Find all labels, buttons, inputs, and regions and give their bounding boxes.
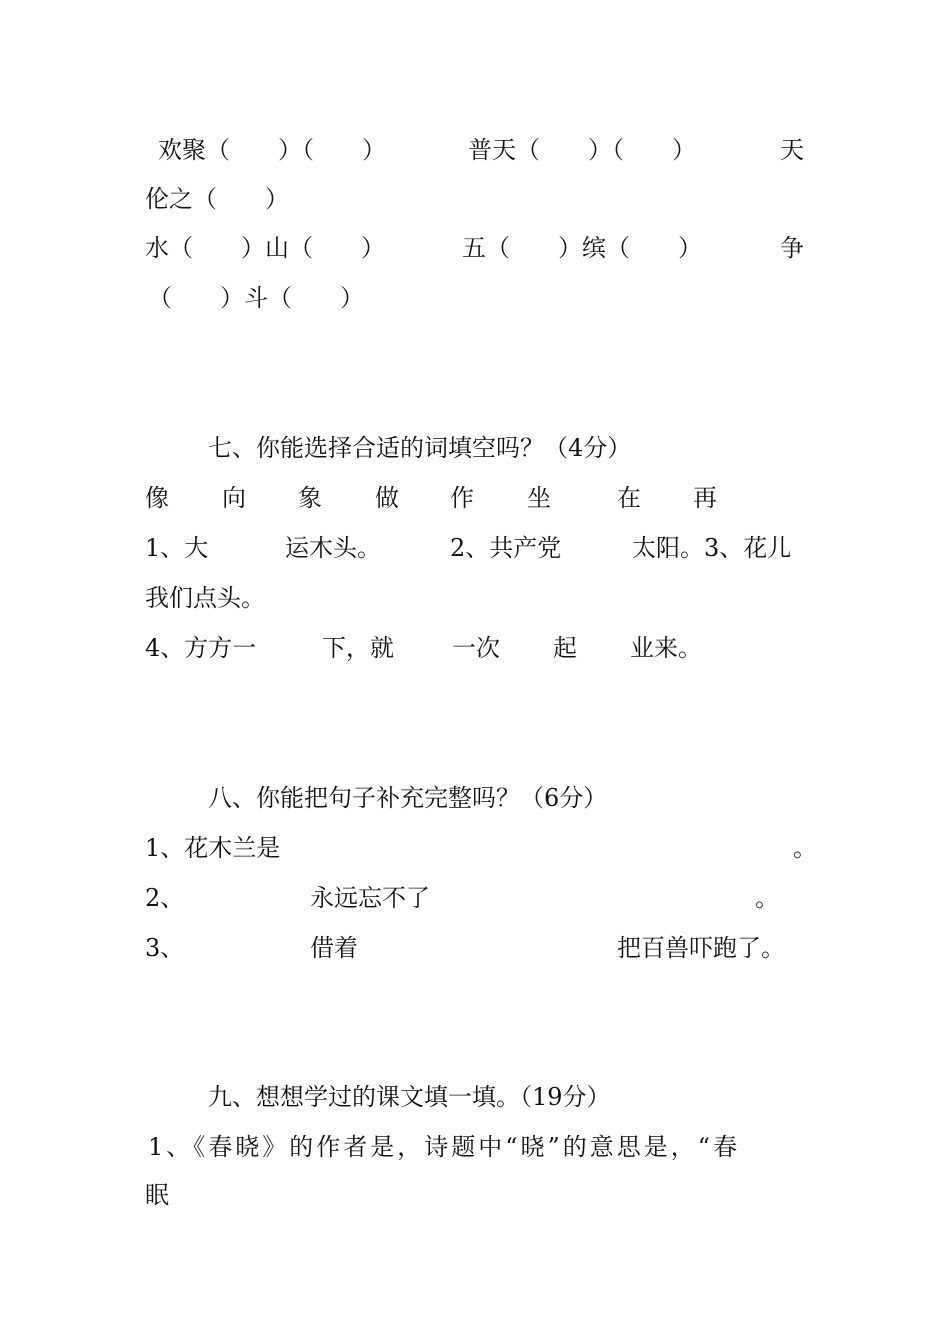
word-choice-2: 向: [222, 484, 246, 512]
poem-question-line-1: 1、《春晓》的作者是，诗题中“晓”的意思是，“春: [148, 1133, 741, 1161]
sentence-3-middle: 借着: [310, 934, 358, 962]
sentence-2-start: 2、: [145, 884, 185, 912]
section-8-title: 八、你能把句子补充完整吗？（6分）: [208, 784, 608, 812]
section-9-title: 九、想想学过的课文填一填。（19分）: [208, 1083, 611, 1111]
q2-q3-part: 太阳。3、花儿: [632, 534, 792, 562]
word-choice-8: 再: [693, 484, 717, 512]
idiom-line-4: （ ）斗（ ）: [148, 284, 364, 312]
q3-part-end: 我们点头。: [145, 584, 265, 612]
q4-part-d: 起: [553, 634, 577, 662]
sentence-3-end: 把百兽吓跑了。: [617, 934, 785, 962]
word-choice-1: 像: [145, 484, 169, 512]
sentence-3-start: 3、: [145, 934, 185, 962]
word-choice-4: 做: [375, 484, 399, 512]
sentence-2-middle: 永远忘不了: [310, 884, 430, 912]
idiom-line-3a: 水（ ）山（ ）: [145, 234, 385, 262]
idiom-line-3b: 五（ ）缤（ ）: [462, 234, 702, 262]
sentence-1-start: 1、花木兰是: [145, 834, 281, 862]
sentence-2-end: 。: [755, 884, 779, 912]
idiom-line-3c: 争: [780, 234, 804, 262]
idiom-line-1c: 天: [780, 136, 804, 164]
q2-part-a: 2、共产党: [450, 534, 562, 562]
q4-part-b: 下，就: [322, 634, 394, 662]
word-choice-5: 作: [450, 484, 474, 512]
word-choice-3: 象: [298, 484, 322, 512]
sentence-1-end: 。: [793, 834, 817, 862]
idiom-line-1a: 欢聚（ ）（ ）: [158, 136, 386, 164]
q4-part-a: 4、方方一: [145, 634, 257, 662]
section-7-title: 七、你能选择合适的词填空吗？（4分）: [208, 434, 632, 462]
q4-part-e: 业来。: [630, 634, 702, 662]
idiom-line-1b: 普天（ ）（ ）: [468, 136, 696, 164]
idiom-line-2: 伦之（ ）: [145, 185, 289, 213]
q4-part-c: 一次: [452, 634, 500, 662]
word-choice-7: 在: [617, 484, 641, 512]
q1-part-b: 运木头。: [285, 534, 381, 562]
word-choice-6: 坐: [527, 484, 551, 512]
q1-part-a: 1、大: [145, 534, 209, 562]
poem-question-line-2: 眠: [145, 1181, 169, 1209]
